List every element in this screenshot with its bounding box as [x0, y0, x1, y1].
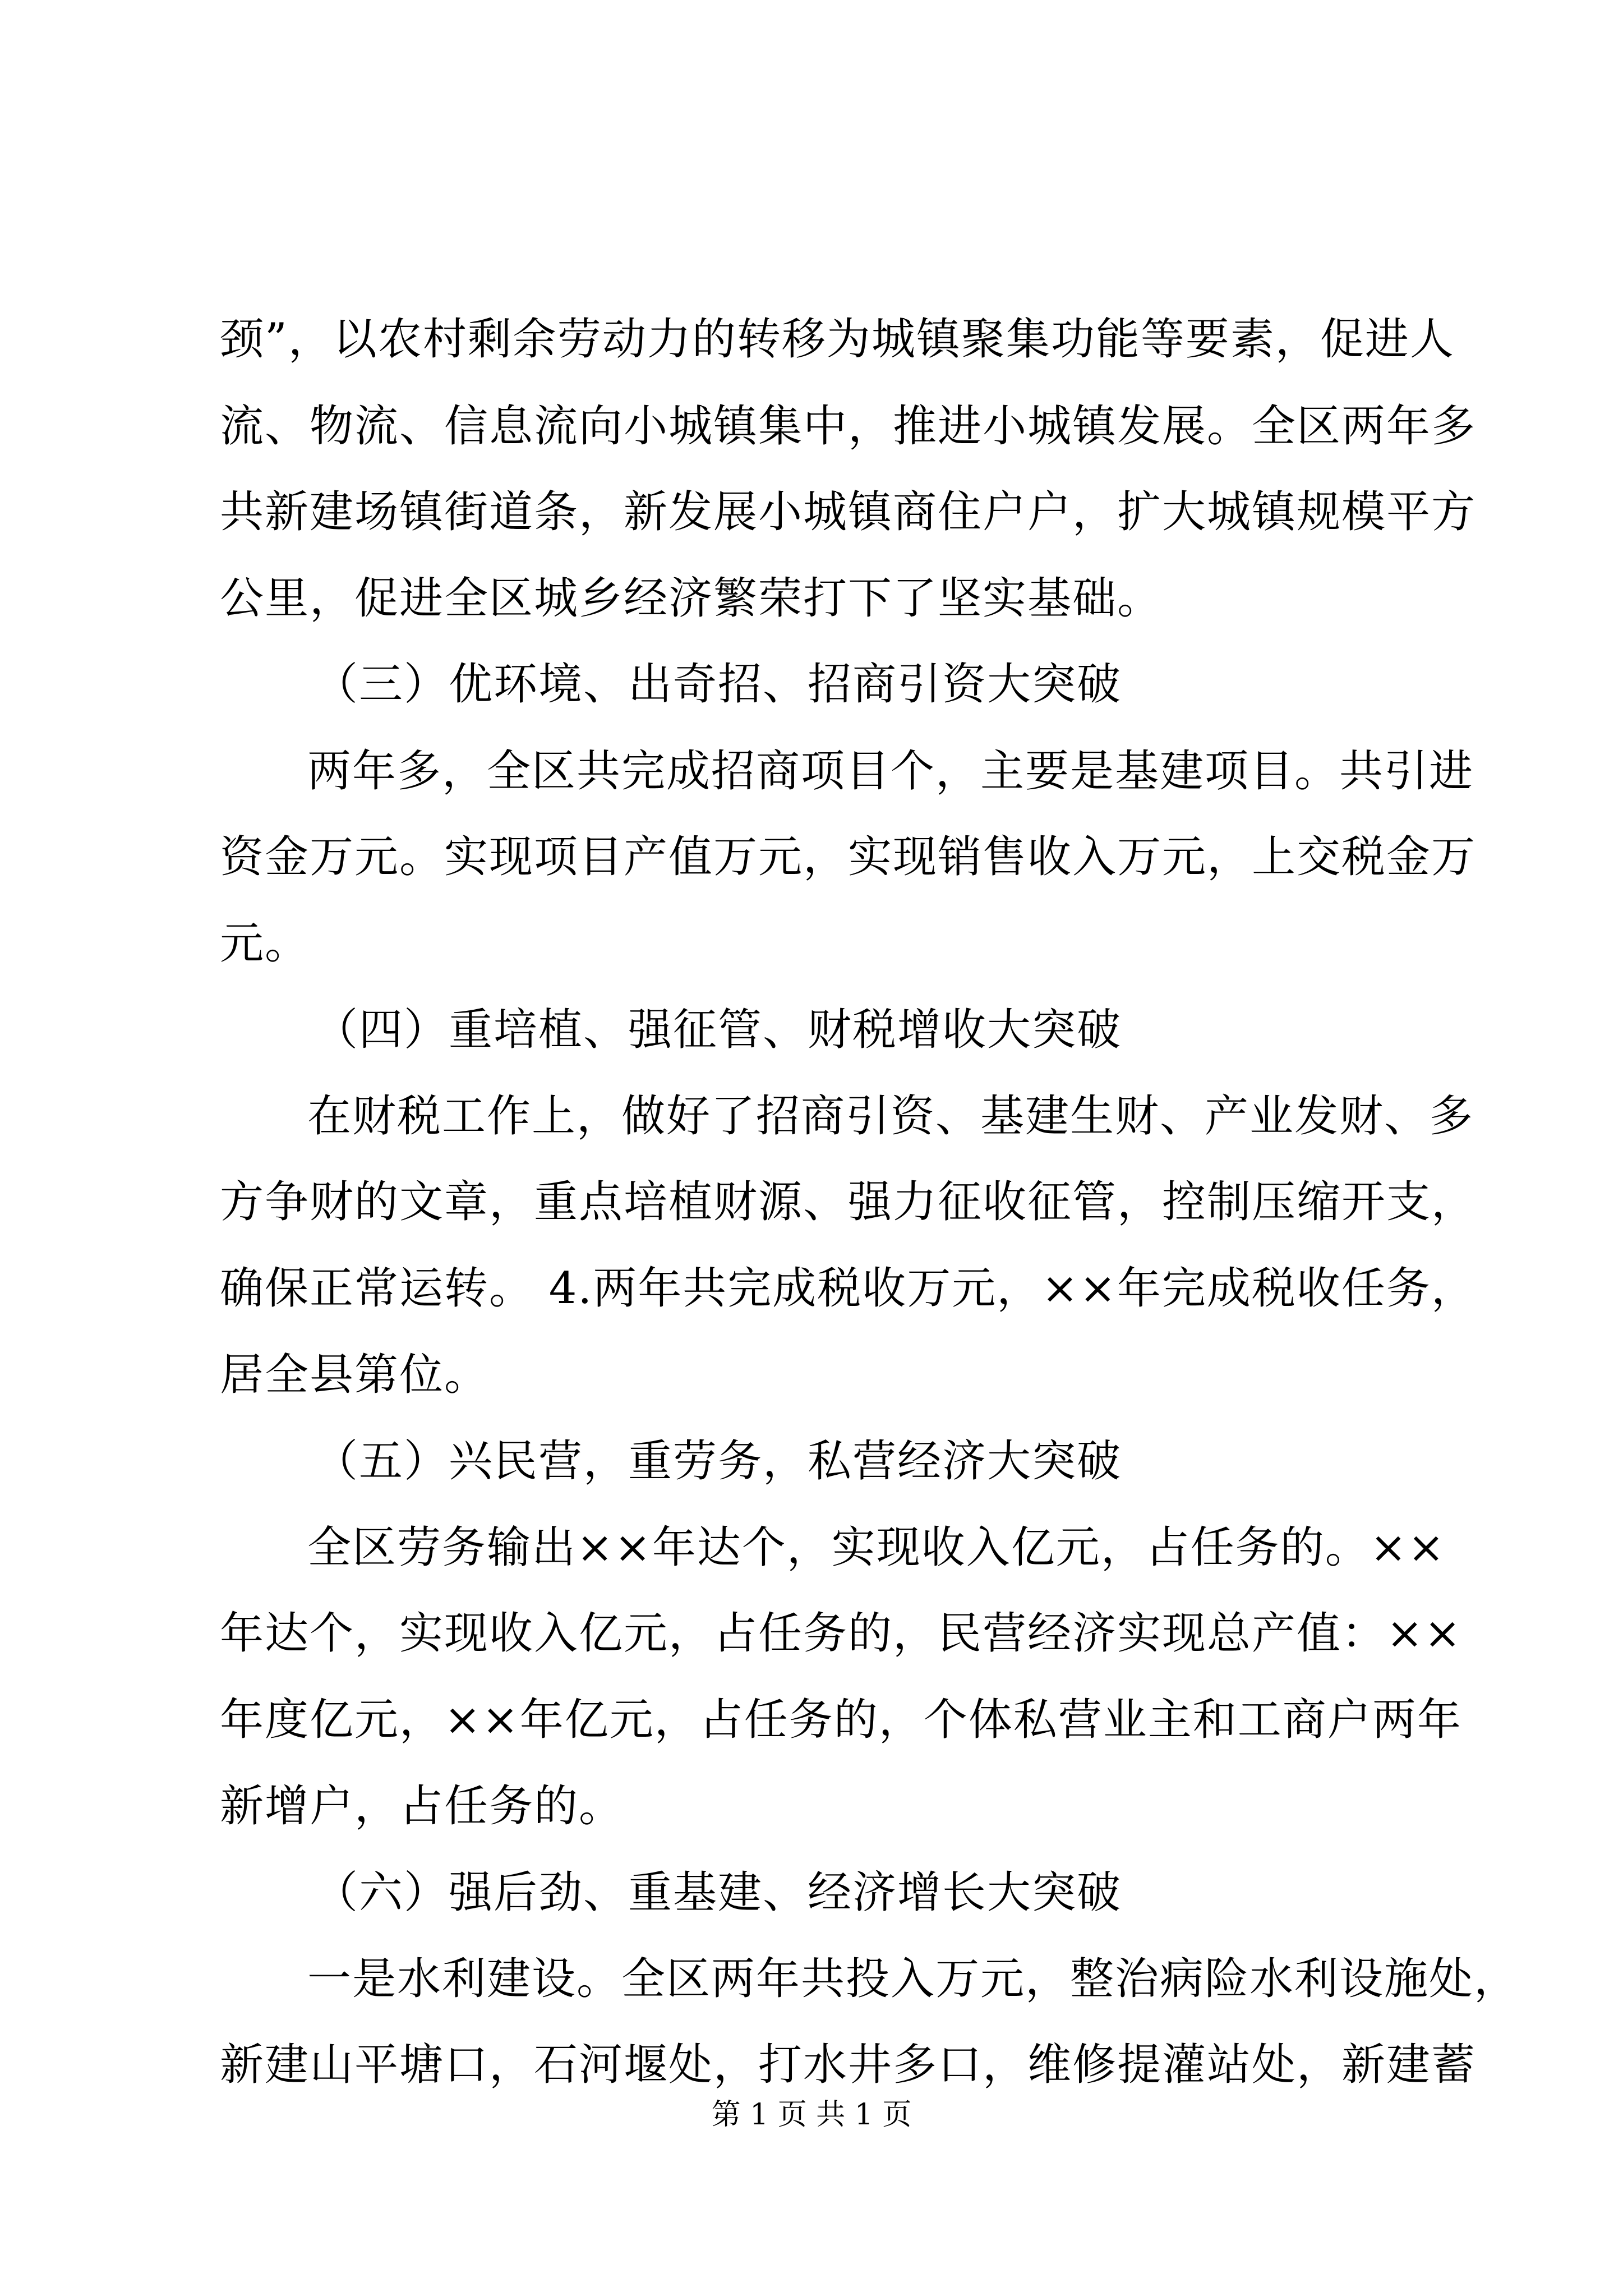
body-line: 全区劳务输出××年达个，实现收入亿元，占任务的。×× — [307, 1522, 1446, 1573]
section-heading: （六）强后劲、重基建、经济增长大突破 — [314, 1867, 1122, 1918]
body-line: 居全县第位。 — [220, 1350, 490, 1400]
body-line: 共新建场镇街道条，新发展小城镇商住户户，扩大城镇规模平方 — [220, 487, 1477, 537]
body-line: 确保正常运转。 4.两年共完成税收万元，××年完成税收任务， — [220, 1263, 1476, 1314]
section-heading: （三）优环境、出奇招、招商引资大突破 — [314, 659, 1122, 710]
body-line: 元。 — [220, 918, 310, 969]
body-line: 在财税工作上，做好了招商引资、基建生财、产业发财、多 — [307, 1091, 1474, 1142]
body-line: 年达个，实现收入亿元，占任务的，民营经济实现总产值：×× — [220, 1608, 1462, 1659]
body-line: 公里，促进全区城乡经济繁荣打下了坚实基础。 — [220, 573, 1163, 624]
body-line: 资金万元。实现项目产值万元，实现销售收入万元，上交税金万 — [220, 832, 1477, 882]
body-line: 流、物流、信息流向小城镇集中，推进小城镇发展。全区两年多 — [220, 401, 1477, 452]
body-line: 颈”，以农村剩余劳动力的转移为城镇聚集功能等要素，促进人 — [220, 314, 1455, 365]
body-line: 年度亿元，××年亿元，占任务的，个体私营业主和工商户两年 — [220, 1695, 1462, 1745]
section-heading: （五）兴民营，重劳务，私营经济大突破 — [314, 1436, 1122, 1487]
body-line: 两年多，全区共完成招商项目个，主要是基建项目。共引进 — [307, 746, 1474, 797]
body-line: 新增户，占任务的。 — [220, 1781, 624, 1832]
page-footer: 第 1 页 共 1 页 — [711, 2098, 912, 2132]
body-line: 一是水利建设。全区两年共投入万元，整治病险水利设施处， — [307, 1954, 1519, 2004]
body-line: 方争财的文章，重点培植财源、强力征收征管，控制压缩开支， — [220, 1177, 1477, 1227]
body-line: 新建山平塘口，石河堰处，打水井多口，维修提灌站处，新建蓄 — [220, 2040, 1477, 2090]
section-heading: （四）重培植、强征管、财税增收大突破 — [314, 1005, 1122, 1055]
